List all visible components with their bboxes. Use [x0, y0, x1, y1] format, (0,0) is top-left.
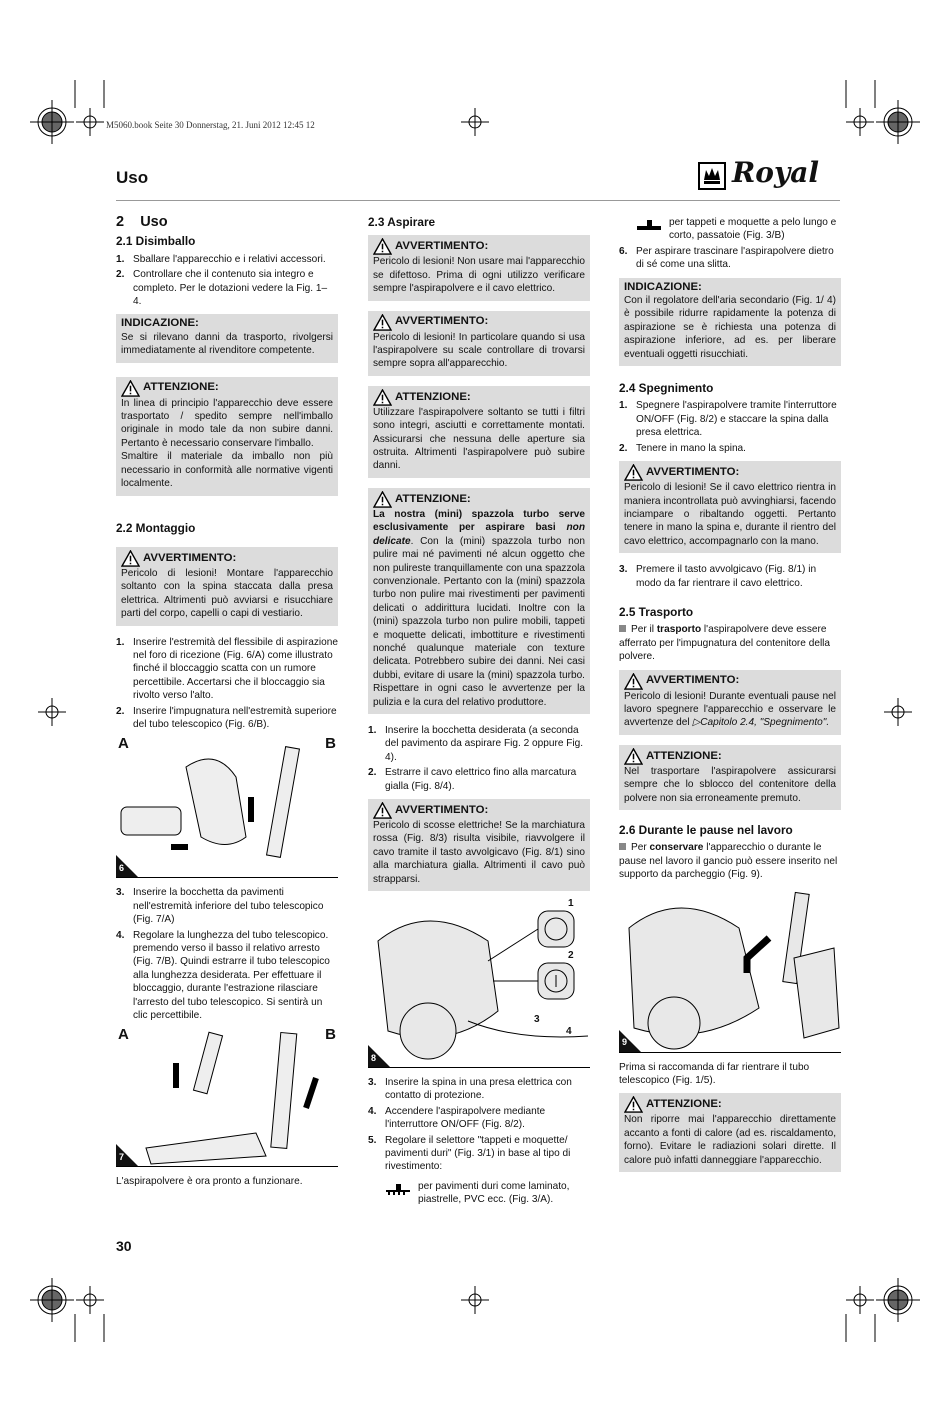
hard-floor-option: per pavimenti duri come laminato, piastrelle, PVC ecc. (Fig. 3/A).: [368, 1180, 590, 1207]
print-info-line: M5060.book Seite 30 Donnerstag, 21. Juni 2012 12:45 12: [106, 120, 315, 130]
list-item: 2. Tenere in mano la spina.: [619, 442, 746, 454]
chapter-title: Uso: [116, 168, 149, 187]
callout-1: 1: [568, 898, 574, 910]
caution-box: ATTENZIONE: Utilizzare l'aspirapolvere soltanto se tutti i filtri sono integri, asciutti e correttamente montati. Assicurarsi che nessuna delle aperture sia ostruita. Altrimenti l'aspirapolvere può subire danni.: [368, 386, 590, 478]
parking-holder-illustration: [619, 888, 841, 1052]
transport-text: Per il trasporto l'aspirapolvere deve essere afferrato per l'impugnatura del contenitore della polvere.: [619, 624, 831, 663]
chapter-reference-link[interactable]: ▷Capitolo 2.4, "Spegnimento".: [692, 717, 830, 729]
warning-triangle-icon: [121, 550, 140, 567]
list-item: 1. Inserire l'estremità del flessibile di aspirazione nel foro di ricezione (Fig. 6/A) come illustrato finché il bloccaggio scatta con un rumore percettibile. Accertarsi che il bloccaggio sia rivolto verso l'alto.: [116, 636, 339, 702]
list-item: 2. Estrarre il cavo elettrico fino alla marcatura gialla (Fig. 8/4).: [368, 767, 577, 792]
figure-label-a: A: [118, 1026, 129, 1044]
page-number: 30: [116, 1238, 132, 1254]
section-2-2-heading: 2.2 Montaggio: [116, 520, 196, 535]
telescopic-tube-illustration: [116, 1028, 338, 1166]
ready-text: L'aspirapolvere è ora pronto a funzionare.: [116, 1176, 303, 1188]
section-2-5-heading: 2.5 Trasporto: [619, 604, 694, 619]
retract-tube-text: Prima si raccomanda di far rientrare il tubo telescopico (Fig. 1/5).: [619, 1061, 810, 1087]
bullet-square-icon: [619, 843, 626, 850]
section-2-heading: 2 Uso: [116, 214, 168, 230]
warning-triangle-icon: [373, 389, 392, 406]
column-2: [368, 216, 590, 1207]
list-item: 4. Accendere l'aspirapolvere mediante l'interruttore ON/OFF (Fig. 8/2).: [368, 1105, 546, 1131]
caution-box: ATTENZIONE: Non riporre mai l'apparecchio direttamente accanto a fonti di calore (ad es. riscaldamento, forno). Evitare le radiazioni solari dirette. Il calore può infatti danneggiare l'apparecchio.: [619, 1093, 841, 1172]
warning-triangle-icon: [624, 464, 643, 481]
caution-box-turbo-brush: ATTENZIONE: La nostra (mini) spazzola turbo serve esclusivamente per aspirare basi non delicate. Con la (mini) spazzola turbo non pulire mai né pavimenti né alcun oggetto che non pulireste tranquillamente con una spazzola convenzionale. Pertanto con la (mini) spazzola turbo non pulire mai rivestimenti per pavimenti delicati o addirittura lucidati. Inoltre con la (mini) spazzola turbo non pulire mobili, tappeti e moquette delicati, imbottiture e rivestimenti nonché qualunque materiale con texture delicata. Potrebbero subire dei danni. Nei casi dubbi, evitare di usare la (mini) spazzola turbo. Rispettare in ogni caso le avvertenze per la pulizia e la cura del relativo produttore.: [368, 488, 590, 714]
warning-box: AVVERTIMENTO: Pericolo di lesioni! In particolare quando si usa l'aspirapolvere su scale controllare di trovarsi sempre sopra all'apparecchio.: [368, 311, 590, 376]
figure-7: [116, 1028, 338, 1167]
warning-box: AVVERTIMENTO: Pericolo di lesioni! Non usare mai l'apparecchio se difettoso. Prima di ogni utilizzo verificare sempre l'aspirapolvere e il cavo elettrico.: [368, 235, 590, 300]
carpet-option: per tappeti e moquette a pelo lungo e corto, passatoie (Fig. 3/B): [619, 216, 841, 243]
warning-triangle-icon: [373, 491, 392, 508]
figure-number: 7: [119, 1152, 125, 1163]
vacuum-step-6: [619, 245, 841, 272]
list-item: 2. Controllare che il contenuto sia integro e completo. Per le dotazioni vedere la Fig. 1– 4.: [116, 269, 328, 308]
vacuum-steps-continued: [368, 1076, 590, 1174]
figure-8: [368, 898, 590, 1068]
info-box: INDICAZIONE: Se si rilevano danni da trasporto, rivolgersi immediatamente al rivenditore competente.: [116, 314, 338, 362]
warning-box: AVVERTIMENTO: Pericolo di lesioni! Se il cavo elettrico rientra in maniera incontrollata può avvinghiarsi, facendo inciampare o ribaltando oggetti. Pertanto tenere in mano la spina e, durante il rientro del cavo elettrico, accompagnarlo con la mano.: [619, 461, 841, 553]
caution-box: ATTENZIONE: Nel trasportare l'aspirapolvere assicurarsi sempre che lo sblocco del contenitore della polvere non sia erroneamente premuto.: [619, 745, 841, 810]
list-item: 3. Inserire la spina in una presa elettrica con contatto di protezione.: [368, 1077, 572, 1102]
royal-logo: [698, 156, 840, 192]
list-item: 3. Inserire la bocchetta da pavimenti nell'estremità inferiore del tubo telescopico (Fig. 7/A): [116, 887, 324, 926]
list-item: 1. Inserire la bocchetta desiderata (a seconda del pavimento da aspirare Fig. 2 oppure Fig. 4).: [368, 724, 584, 763]
warning-triangle-icon: [373, 238, 392, 255]
switch-off-steps: [619, 399, 841, 455]
figure-number: 6: [119, 862, 125, 873]
warning-box: AVVERTIMENTO: Pericolo di lesioni! Durante eventuali pause nel lavoro spegnere l'apparecchio e osservare le avvertenze del ▷Capitolo 2.4, "Spegnimento".: [619, 670, 841, 735]
section-2-4-heading: 2.4 Spegnimento: [619, 381, 714, 396]
section-2-6-heading: 2.6 Durante le pause nel lavoro: [619, 823, 793, 837]
warning-box: AVVERTIMENTO: Pericolo di lesioni! Montare l'apparecchio soltanto con la spina staccata dalla presa elettrica. Altrimenti può avviarsi e risucchiare parti del corpo, capelli o capi di vestiario.: [116, 547, 338, 626]
column-3: [619, 216, 841, 1182]
vacuum-steps: [368, 724, 590, 793]
storage-text: Per conservare l'apparecchio o durante le pause nel lavoro il gancio può essere inserito nel supporto da parcheggio (Fig. 9).: [619, 842, 838, 881]
figure-label-b: B: [325, 735, 336, 753]
list-item: 2. Inserire l'impugnatura nell'estremità superiore del tubo telescopico (Fig. 6/B).: [116, 705, 337, 730]
warning-triangle-icon: [121, 380, 140, 397]
column-1: [116, 216, 338, 1193]
caution-box: ATTENZIONE: In linea di principio l'apparecchio deve essere trasportato / spedito sempre nell'imballo originale in modo tale da non subire danni. Pertanto è necessario conservare l'imballo. Smaltire il materiale da imballo non più necessario in conformità alle normative vigenti localmente.: [116, 377, 338, 496]
list-item: 1. Sballare l'apparecchio e i relativi accessori.: [116, 253, 326, 265]
list-item: 1. Spegnere l'aspirapolvere tramite l'interruttore ON/OFF (Fig. 8/2) e staccare la spina dalla presa elettrica.: [619, 400, 837, 439]
bullet-square-icon: [619, 625, 626, 632]
figure-number: 8: [371, 1052, 377, 1063]
figure-label-b: B: [325, 1026, 336, 1044]
warning-triangle-icon: [624, 673, 643, 690]
hose-connection-illustration: [116, 737, 338, 877]
warning-triangle-icon: [624, 748, 643, 765]
warning-triangle-icon: [373, 314, 392, 331]
info-box: INDICAZIONE: Con il regolatore dell'aria secondario (Fig. 1/ 4) è possibile ridurre rapidamente la potenza di aspirazione se è richiesta una potenza di aspirazione inferiore, ad es. per liberare eventuali oggetti risucchiati.: [619, 278, 841, 366]
warning-box: AVVERTIMENTO: Pericolo di scosse elettriche! Se la marchiatura rossa (Fig. 8/3) risulta visibile, riavvolgere il cavo tramite il tasto avvolgicavo (Fig. 8/1) sino alla marchiatura gialla. Altrimenti il cavo può strapparsi.: [368, 799, 590, 891]
warning-triangle-icon: [624, 1096, 643, 1113]
callout-4: 4: [566, 1026, 572, 1038]
list-item: 3. Premere il tasto avvolgicavo (Fig. 8/1) in modo da far rientrare il cavo elettrico.: [619, 564, 817, 589]
assembly-steps-continued: [116, 886, 338, 1022]
callout-3: 3: [534, 1014, 540, 1026]
hard-floor-icon: [384, 1182, 412, 1196]
section-2-3-heading: 2.3 Aspirare: [368, 215, 436, 229]
figure-number: 9: [622, 1037, 628, 1048]
logo-text: Royal: [732, 156, 819, 189]
callout-2: 2: [568, 950, 574, 962]
list-item: 4. Regolare la lunghezza del tubo telescopico. premendo verso il basso il relativo arresto (Fig. 7/B). Quindi estrarre il tubo telescopico alla lunghezza desiderata. Per effettuare il bloccaggio, durante l'estrazione rilasciare l'arresto del tubo telescopico. Si sentirà un clic percettibile.: [116, 929, 330, 1022]
list-item: 6. Per aspirare trascinare l'aspirapolvere dietro di sé come una slitta.: [619, 245, 834, 271]
figure-9: [619, 888, 841, 1053]
carpet-icon: [635, 218, 663, 232]
figure-6: [116, 737, 338, 878]
section-2-1-heading: 2.1 Disimballo: [116, 234, 196, 249]
switch-off-step-3: [619, 563, 841, 590]
warning-triangle-icon: [373, 802, 392, 819]
list-item: 5. Regolare il selettore "tappeti e moquette/ pavimenti duri" (Fig. 3/1) in base al tipo di rivestimento:: [368, 1134, 571, 1173]
vacuum-controls-illustration: [368, 901, 590, 1067]
figure-label-a: A: [118, 735, 129, 753]
assembly-steps: [116, 636, 338, 732]
header-rule: [116, 200, 840, 201]
unpacking-steps: [116, 253, 338, 309]
